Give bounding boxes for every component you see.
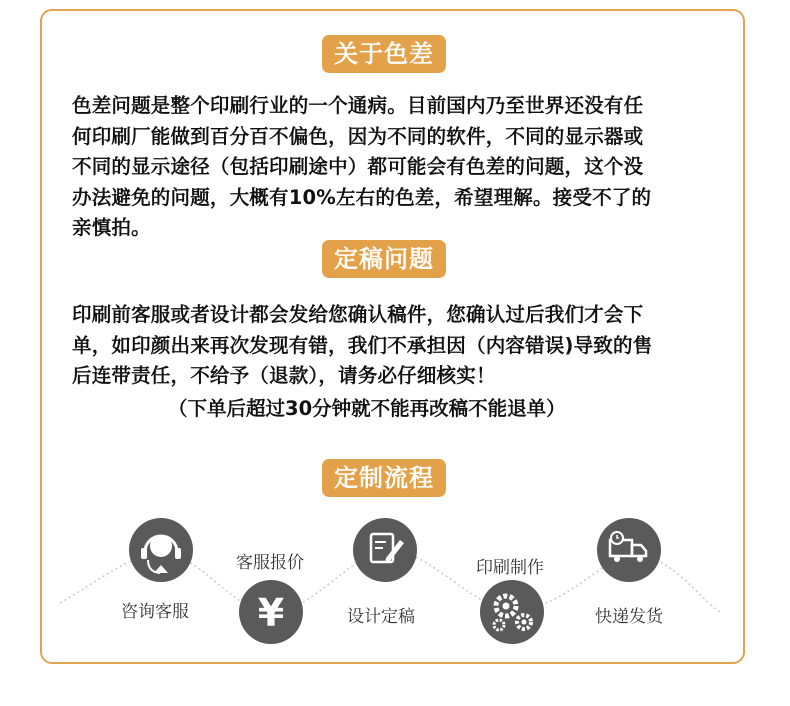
paragraph-line: 亲慎拍。: [72, 216, 151, 239]
step-label-ship: 快递发货: [595, 607, 663, 627]
section-title-color-diff: 关于色差: [322, 35, 446, 73]
paragraph-line: 色差问题是整个印刷行业的一个通病。目前国内乃至世界还没有任: [72, 94, 644, 117]
delivery-truck-icon: [597, 518, 661, 582]
section-title-draft: 定稿问题: [322, 240, 446, 278]
yen-icon: [239, 580, 303, 644]
svg-text:¥: ¥: [257, 591, 285, 635]
paragraph-line: 不同的显示途径（包括印刷途中）都可能会有色差的问题，这个没: [72, 155, 644, 178]
headset-icon: [129, 518, 193, 582]
step-label-quote: 客服报价: [236, 553, 304, 573]
paragraph-line: 印刷前客服或者设计都会发给您确认稿件，您确认过后我们才会下: [72, 303, 644, 326]
edit-document-icon: [353, 518, 417, 582]
section-title-process: 定制流程: [322, 459, 446, 497]
draft-note: （下单后超过30分钟就不能再改稿不能退单）: [168, 397, 566, 420]
paragraph-line: 何印刷厂能做到百分百不偏色，因为不同的软件，不同的显示器或: [72, 124, 644, 148]
paragraph-line: 后连带责任，不给予（退款），请务必仔细核实！: [72, 364, 496, 387]
gears-icon: [480, 580, 544, 644]
step-label-design: 设计定稿: [347, 607, 415, 627]
step-label-consult: 咨询客服: [121, 602, 189, 622]
paragraph-line: 单，如印颜出来再次发现有错，我们不承担因（内容错误)导致的售: [72, 333, 653, 357]
paragraph-line: 办法避免的问题，大概有10%左右的色差，希望理解。接受不了的: [72, 185, 652, 209]
step-label-print: 印刷制作: [476, 558, 544, 578]
